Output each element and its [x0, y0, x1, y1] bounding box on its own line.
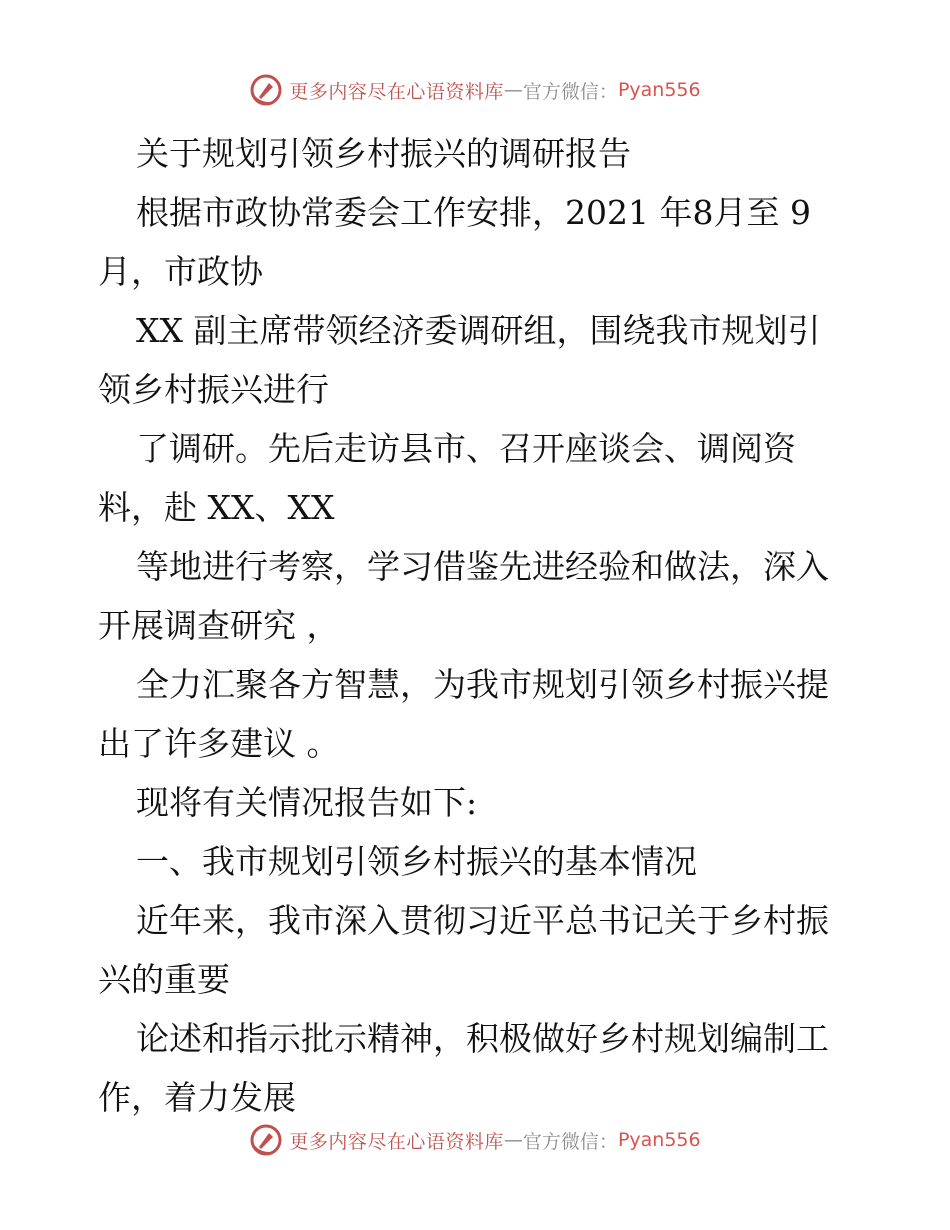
banner-wechat-label: 官方微信：: [522, 80, 618, 103]
pen-nib-circle-icon: [249, 1123, 283, 1157]
footer-watermark-banner: [0, 1120, 950, 1160]
paragraph-line: 领乡村振兴进行: [98, 370, 329, 409]
paragraph-line: 论述和指示批示精神，积极做好乡村规划编制工: [136, 1019, 829, 1058]
paragraph-line: 料，赴 XX、XX: [98, 488, 335, 527]
paragraph-line: 兴的重要: [98, 960, 230, 999]
paragraph-line: 开展调查研究 ，: [98, 606, 340, 645]
header-watermark-banner: [0, 70, 950, 110]
paragraph-line: 全力汇聚各方智慧，为我市规划引领乡村振兴提: [136, 665, 829, 704]
banner-wechat-id: Pyan556: [617, 1129, 701, 1151]
paragraph-line: XX 副主席带领经济委调研组，围绕我市规划引: [136, 311, 821, 350]
banner-separator: —: [503, 79, 523, 101]
banner-separator: —: [503, 1129, 523, 1151]
paragraph-line: 月，市政协: [98, 252, 263, 291]
section-heading: 一、我市规划引领乡村振兴的基本情况: [136, 842, 697, 881]
banner-wechat-id: Pyan556: [617, 79, 701, 101]
paragraph-line: 出了许多建议 。: [98, 724, 340, 763]
paragraph-line: 了调研。先后走访县市、召开座谈会、调阅资: [136, 429, 796, 468]
paragraph-line: 根据市政协常委会工作安排，2021 年8月至 9: [136, 193, 811, 232]
document-title: 关于规划引领乡村振兴的调研报告: [136, 134, 631, 173]
banner-wechat-label: 官方微信：: [522, 1130, 618, 1153]
pen-nib-circle-icon: [249, 73, 283, 107]
paragraph-line: 等地进行考察，学习借鉴先进经验和做法，深入: [136, 547, 829, 586]
paragraph-line: 现将有关情况报告如下:: [136, 783, 478, 822]
banner-text: 更多内容尽在心语资料库: [289, 1130, 504, 1153]
paragraph-line: 近年来，我市深入贯彻习近平总书记关于乡村振: [136, 901, 829, 940]
document-body: [98, 124, 858, 1127]
banner-text: 更多内容尽在心语资料库: [289, 80, 504, 103]
paragraph-line: 作，着力发展: [98, 1078, 296, 1117]
